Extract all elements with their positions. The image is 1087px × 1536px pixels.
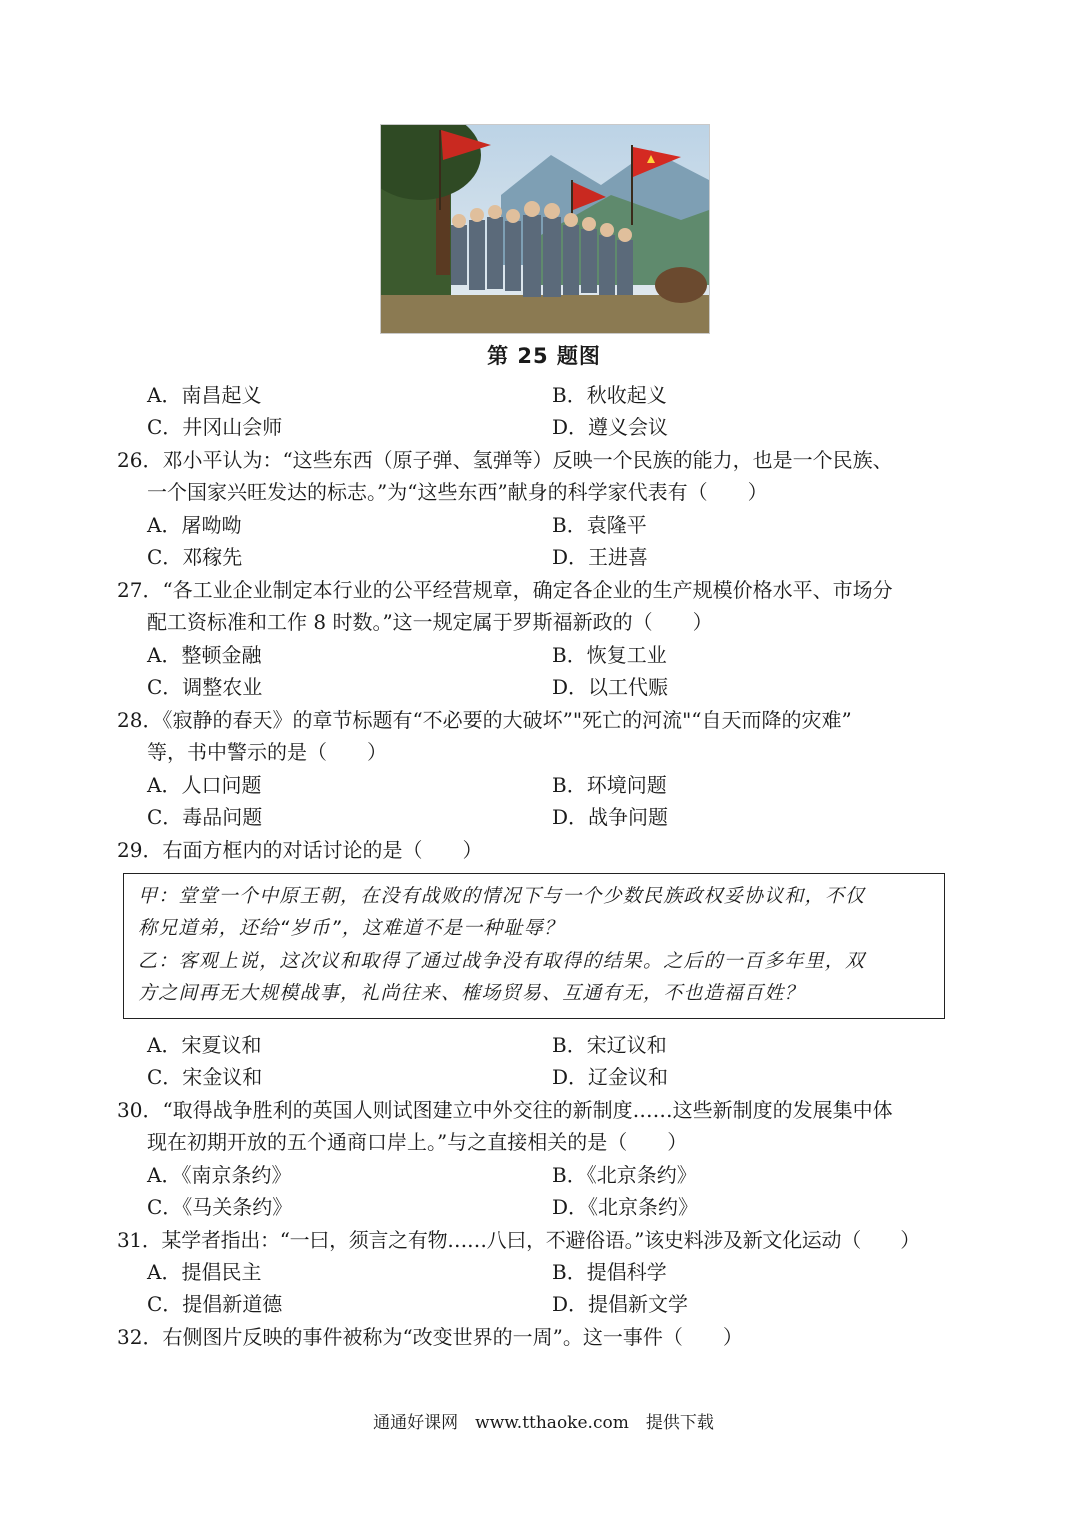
dialogue-line: 方之间再无大规模战事，礼尚往来、榷场贸易、互通有无，不也造福百姓？ [138,982,805,1004]
option-b: B．环境问题 [552,773,667,797]
option-c: C．调整农业 [147,675,263,699]
dialogue-line: 甲：堂堂一个中原王朝，在没有战败的情况下与一个少数民族政权妥协议和，不仅 [138,885,866,907]
dialogue-line: 称兄道弟，还给“岁币”，这难道不是一种耻辱？ [138,917,565,939]
option-a: A．屠呦呦 [147,513,242,537]
option-a: A．人口问题 [147,773,262,797]
question-30-text: 30．“取得战争胜利的英国人则试图建立中外交往的新制度……这些新制度的发展集中体 [117,1098,893,1122]
option-b: B．宋辽议和 [552,1033,667,1057]
option-d: D．提倡新文学 [552,1292,689,1316]
footer-source: 通通好课网 www.tthaoke.com 提供下载 [373,1413,714,1433]
option-c: C．提倡新道德 [147,1292,283,1316]
option-c: C．宋金议和 [147,1065,263,1089]
question-27-text-cont: 配工资标准和工作 8 时数。”这一规定属于罗斯福新政的（ ） [147,610,713,634]
question-28-text: 28．《寂静的春天》的章节标题有“不必要的大破坏”"死亡的河流"“自天而降的灾难” [117,708,852,732]
option-d: D．《北京条约》 [552,1195,699,1219]
question-27-text: 27．“各工业企业制定本行业的公平经营规章，确定各企业的生产规模价格水平、市场分 [117,578,893,602]
question-30-text-cont: 现在初期开放的五个通商口岸上。”与之直接相关的是（ ） [147,1130,688,1154]
option-d: D．辽金议和 [552,1065,669,1089]
dialogue-line: 乙：客观上说，这次议和取得了通过战争没有取得的结果。之后的一百多年里，双 [138,950,866,972]
option-d: D．以工代赈 [552,675,669,699]
option-c: C．井冈山会师 [147,415,283,439]
question-31-text: 31．某学者指出：“一曰，须言之有物……八曰，不避俗语。”该史料涉及新文化运动（ ） [117,1228,920,1252]
question-25-painting [380,124,710,334]
option-b: B．提倡科学 [552,1260,667,1284]
option-c: C．《马关条约》 [147,1195,293,1219]
option-a: A．《南京条约》 [147,1163,292,1187]
option-a: A．宋夏议和 [147,1033,262,1057]
dialogue-box [123,873,945,1019]
option-d: D．遵义会议 [552,415,669,439]
option-a: A．整顿金融 [147,643,262,667]
question-29-text: 29．右面方框内的对话讨论的是（ ） [117,838,483,862]
option-b: B．秋收起义 [552,383,667,407]
option-d: D．王进喜 [552,545,649,569]
option-a: A．南昌起义 [147,383,262,407]
question-26-text: 26．邓小平认为：“这些东西（原子弹、氢弹等）反映一个民族的能力，也是一个民族、 [117,448,893,472]
option-d: D．战争问题 [552,805,669,829]
question-32-text: 32．右侧图片反映的事件被称为“改变世界的一周”。这一事件（ ） [117,1325,743,1349]
figure-caption: 第 25 题图 [487,344,601,368]
painting-illustration [381,125,709,333]
question-26-text-cont: 一个国家兴旺发达的标志。”为“这些东西”献身的科学家代表有（ ） [147,480,768,504]
option-c: C．邓稼先 [147,545,243,569]
option-c: C．毒品问题 [147,805,263,829]
option-b: B．《北京条约》 [552,1163,697,1187]
question-28-text-cont: 等，书中警示的是（ ） [147,740,387,764]
option-b: B．袁隆平 [552,513,647,537]
option-b: B．恢复工业 [552,643,667,667]
option-a: A．提倡民主 [147,1260,262,1284]
